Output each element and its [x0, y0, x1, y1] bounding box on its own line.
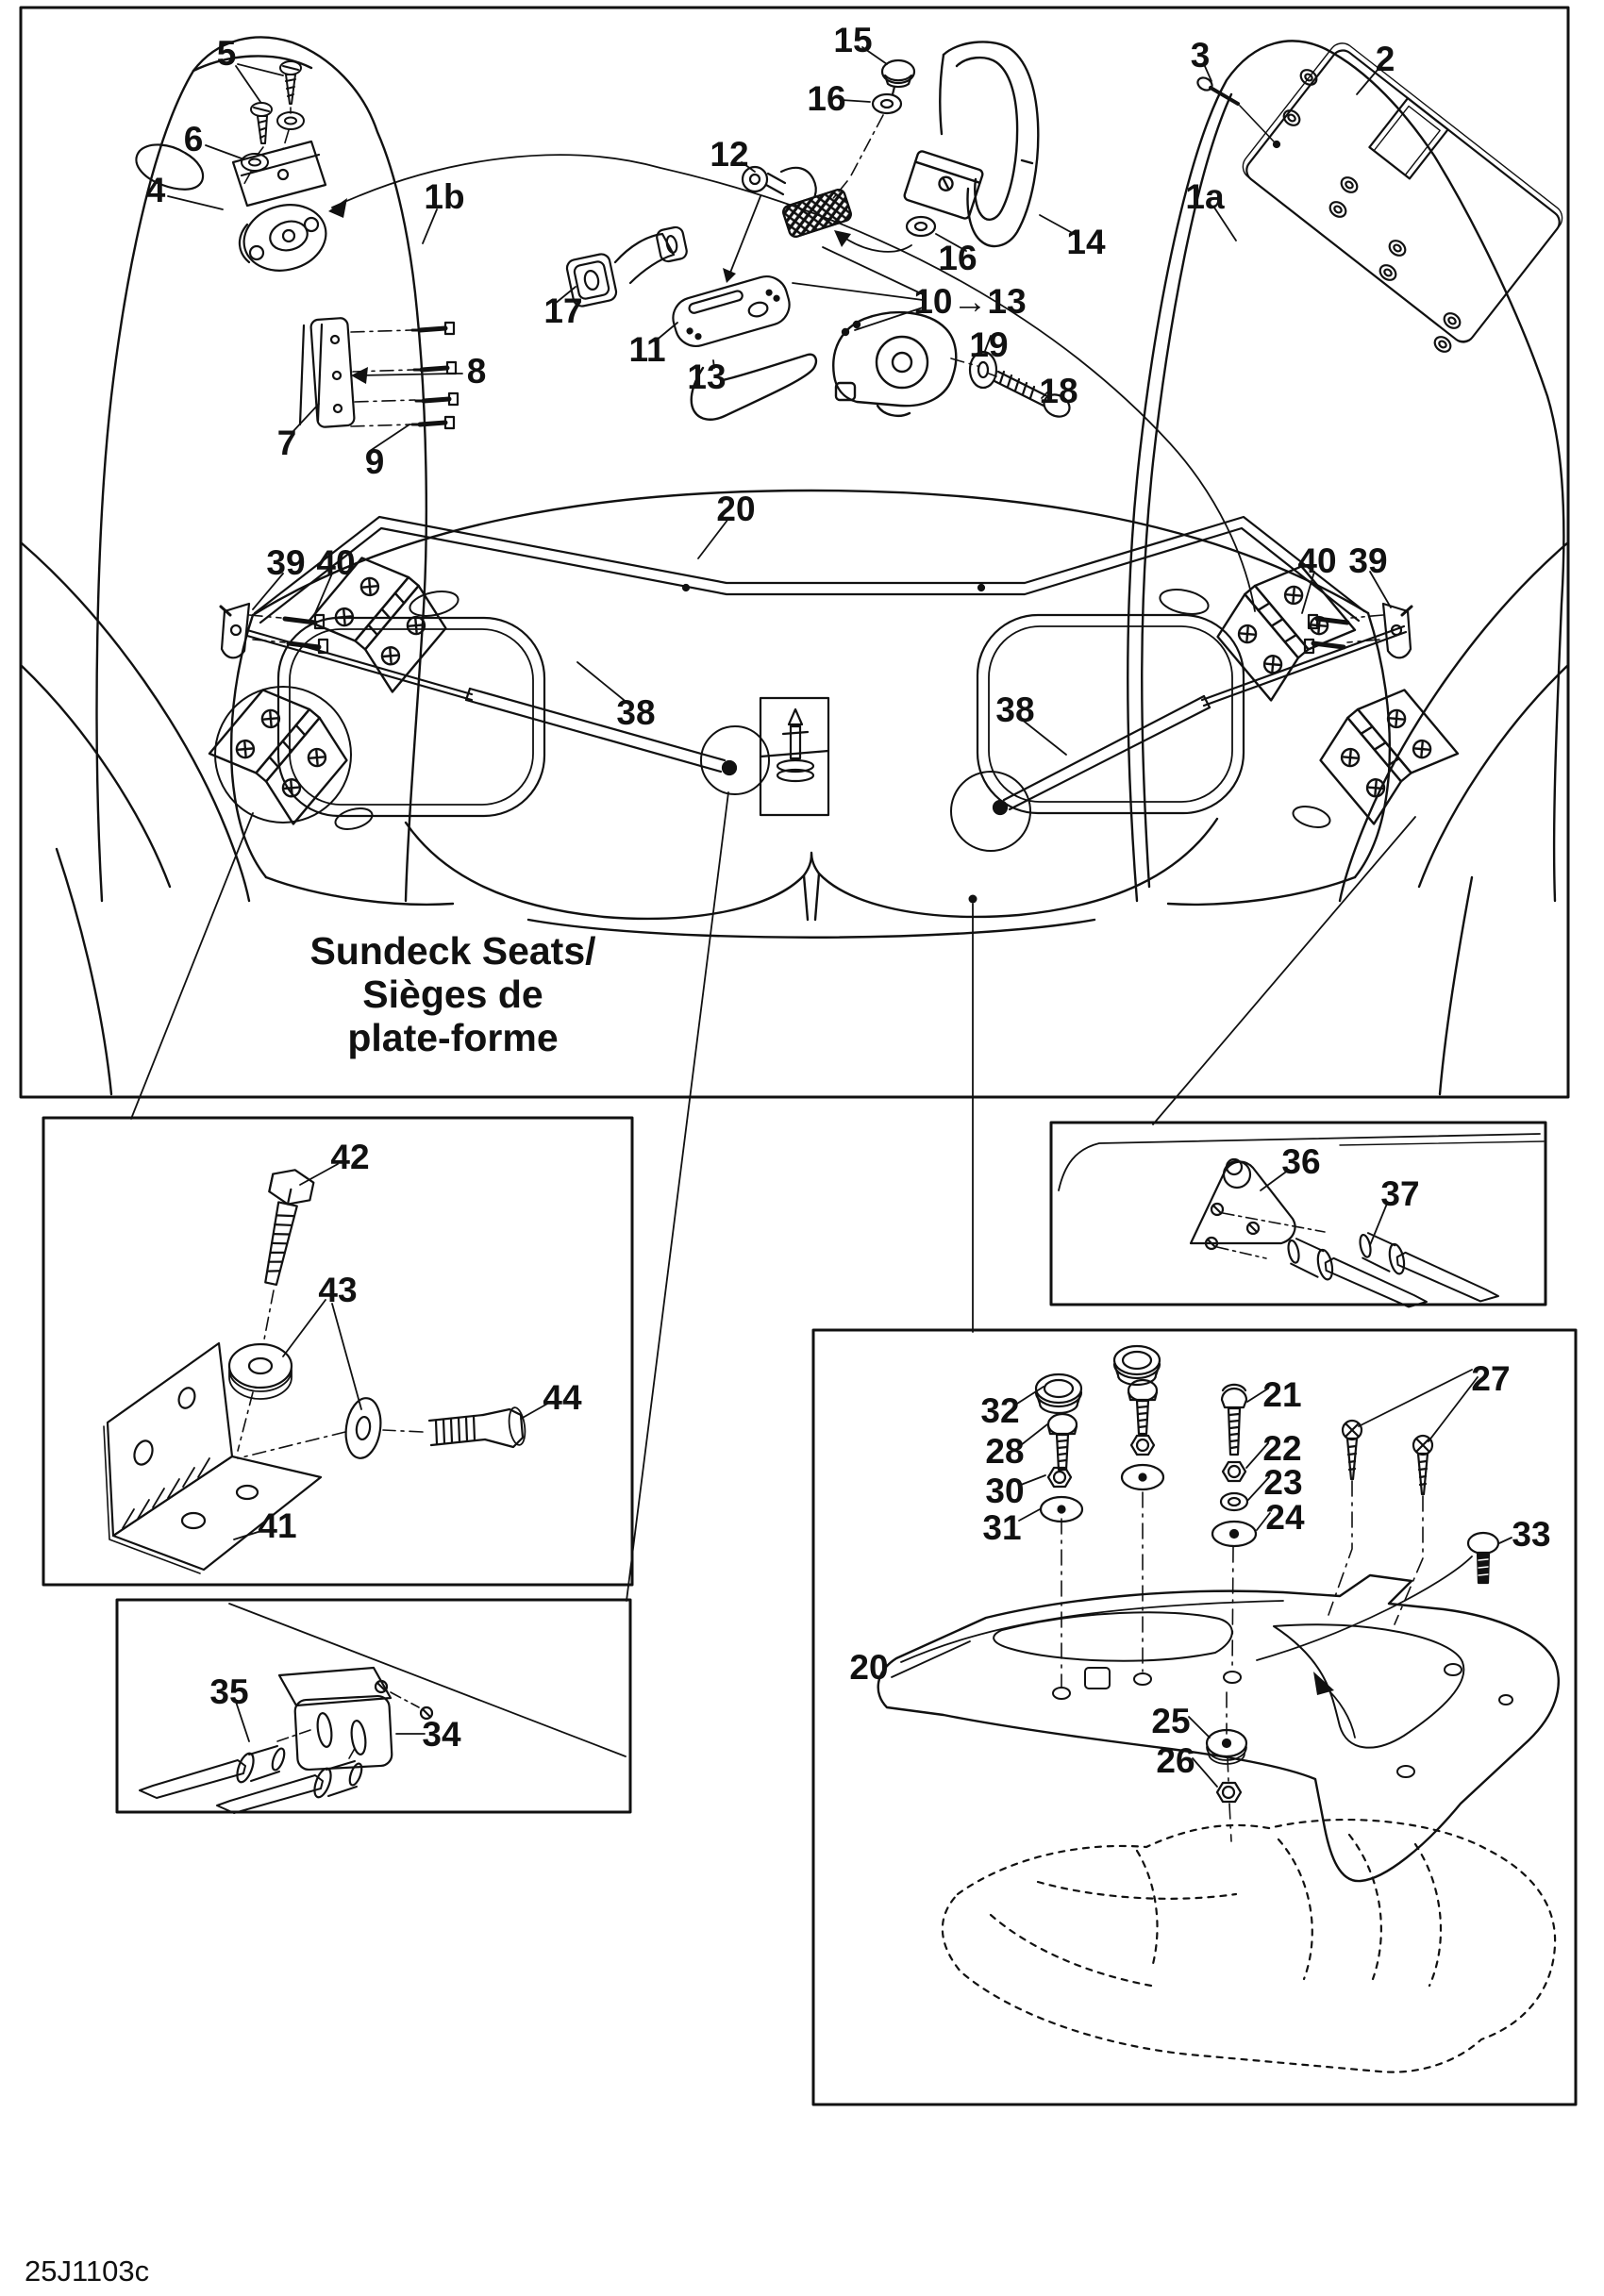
- drawing-number: 25J1103c: [25, 2254, 150, 2288]
- trim-20: [255, 517, 1364, 623]
- callout-39: 39: [1348, 541, 1388, 580]
- callout-9: 9: [364, 442, 385, 481]
- callout-33: 33: [1512, 1515, 1551, 1554]
- detail-circle-hinge: [215, 687, 351, 823]
- callout-leaders: [168, 47, 1391, 755]
- pin-bracket-39-right: [1383, 604, 1412, 657]
- callout-16: 16: [938, 239, 977, 277]
- callout-7: 7: [276, 424, 297, 462]
- diagram-title: [217, 929, 689, 1059]
- callout-11: 11: [628, 330, 666, 369]
- callout-28: 28: [985, 1432, 1025, 1471]
- callout-44: 44: [543, 1378, 582, 1417]
- callout-16: 16: [807, 79, 846, 118]
- washer-31: [1041, 1465, 1163, 1522]
- bolt-42: [251, 1166, 316, 1288]
- washer-43-upper: [229, 1344, 292, 1399]
- washer-24: [1212, 1522, 1256, 1546]
- callout-41: 41: [258, 1506, 297, 1545]
- callout-22: 22: [1262, 1429, 1302, 1468]
- strut-right-38: [994, 626, 1406, 814]
- inset-box-rack: [813, 1330, 1576, 2105]
- striker-12: [723, 167, 853, 283]
- callout-1a: 1a: [1185, 177, 1225, 216]
- callout-15: 15: [833, 21, 873, 59]
- callout-17: 17: [543, 291, 583, 330]
- inset-box-hinge-hardware: [43, 1118, 632, 1585]
- title-line-2: Sièges de: [362, 973, 543, 1016]
- callout-40: 40: [1297, 541, 1337, 580]
- inset-leader-lines: [131, 792, 1415, 1601]
- callout-14: 14: [1066, 223, 1106, 261]
- callout-36: 36: [1281, 1142, 1321, 1181]
- callout-34: 34: [422, 1715, 461, 1754]
- seat-outline-dotted: [943, 1820, 1555, 2072]
- callout-5: 5: [216, 34, 237, 73]
- plate-11: [668, 272, 794, 351]
- callout-30: 30: [985, 1472, 1025, 1510]
- leader-dot: [969, 895, 977, 904]
- rack-20: [878, 1575, 1559, 1881]
- callout-19: 19: [969, 325, 1009, 364]
- strut-left-38: [247, 630, 736, 774]
- callout-37: 37: [1380, 1174, 1420, 1213]
- bolt-33: [1468, 1533, 1498, 1583]
- callout-40: 40: [316, 543, 356, 582]
- bolt-44: [429, 1406, 527, 1447]
- latch-4: [136, 141, 333, 279]
- nut-22: [1223, 1462, 1245, 1481]
- title-line-1: Sundeck Seats/: [309, 929, 596, 973]
- strap-14: [903, 42, 1038, 246]
- bolt-28: [1048, 1414, 1077, 1470]
- callout-13: 13: [687, 358, 727, 396]
- latch-post-box: [760, 698, 828, 815]
- callout-25: 25: [1151, 1702, 1191, 1740]
- bolt-21: [1222, 1385, 1246, 1455]
- latch-body-10-13: [833, 312, 956, 416]
- washer-16-lower: [907, 217, 935, 236]
- washer-23: [1221, 1493, 1247, 1510]
- callout-2: 2: [1375, 40, 1395, 78]
- callout-35: 35: [209, 1672, 249, 1711]
- callout-31: 31: [982, 1508, 1022, 1547]
- callout-38: 38: [616, 693, 656, 732]
- callout-8: 8: [466, 352, 487, 391]
- plate-7: [300, 318, 355, 427]
- callout-18: 18: [1039, 372, 1078, 410]
- bolt-28b: [1128, 1380, 1157, 1434]
- nut-26: [1217, 1783, 1241, 1802]
- callout-6: 6: [183, 120, 204, 158]
- callout-12: 12: [710, 135, 749, 174]
- callout-20: 20: [849, 1648, 889, 1687]
- inset-box-pins: [117, 1600, 630, 1812]
- detail-circle-strut-left: [701, 726, 769, 794]
- callout-23: 23: [1263, 1463, 1303, 1502]
- rivet-3: [1195, 75, 1279, 147]
- pin-bracket-39-left: [221, 604, 249, 657]
- pin-37-b: [1280, 1238, 1433, 1309]
- screws-27: [1343, 1421, 1432, 1494]
- screws-8-9: [351, 323, 458, 428]
- washer-16-upper: [873, 94, 901, 113]
- left-box-leaders: [234, 1164, 549, 1539]
- callout-32: 32: [980, 1391, 1020, 1430]
- title-line-3: plate-forme: [347, 1016, 559, 1059]
- callout-26: 26: [1156, 1741, 1195, 1780]
- washer-43-lower: [343, 1396, 385, 1460]
- detail-circle-strut-right: [951, 772, 1030, 851]
- callout-42: 42: [330, 1138, 370, 1176]
- callout-43: 43: [318, 1271, 358, 1309]
- deck-holes: [333, 586, 1332, 833]
- callout-3: 3: [1190, 36, 1211, 75]
- callout-1b: 1b: [424, 177, 465, 216]
- callout-20: 20: [716, 490, 756, 528]
- callout-10→13: 10→13: [913, 282, 1027, 321]
- bumper-17: [565, 225, 688, 308]
- callout-27: 27: [1471, 1359, 1511, 1398]
- callout-38: 38: [995, 690, 1035, 729]
- callout-39: 39: [266, 543, 306, 582]
- callout-21: 21: [1262, 1375, 1302, 1414]
- plate-2: [1238, 38, 1567, 355]
- callout-4: 4: [145, 171, 166, 209]
- cap-15: [882, 60, 914, 94]
- callout-24: 24: [1265, 1498, 1305, 1537]
- bracket-36: [1191, 1162, 1295, 1243]
